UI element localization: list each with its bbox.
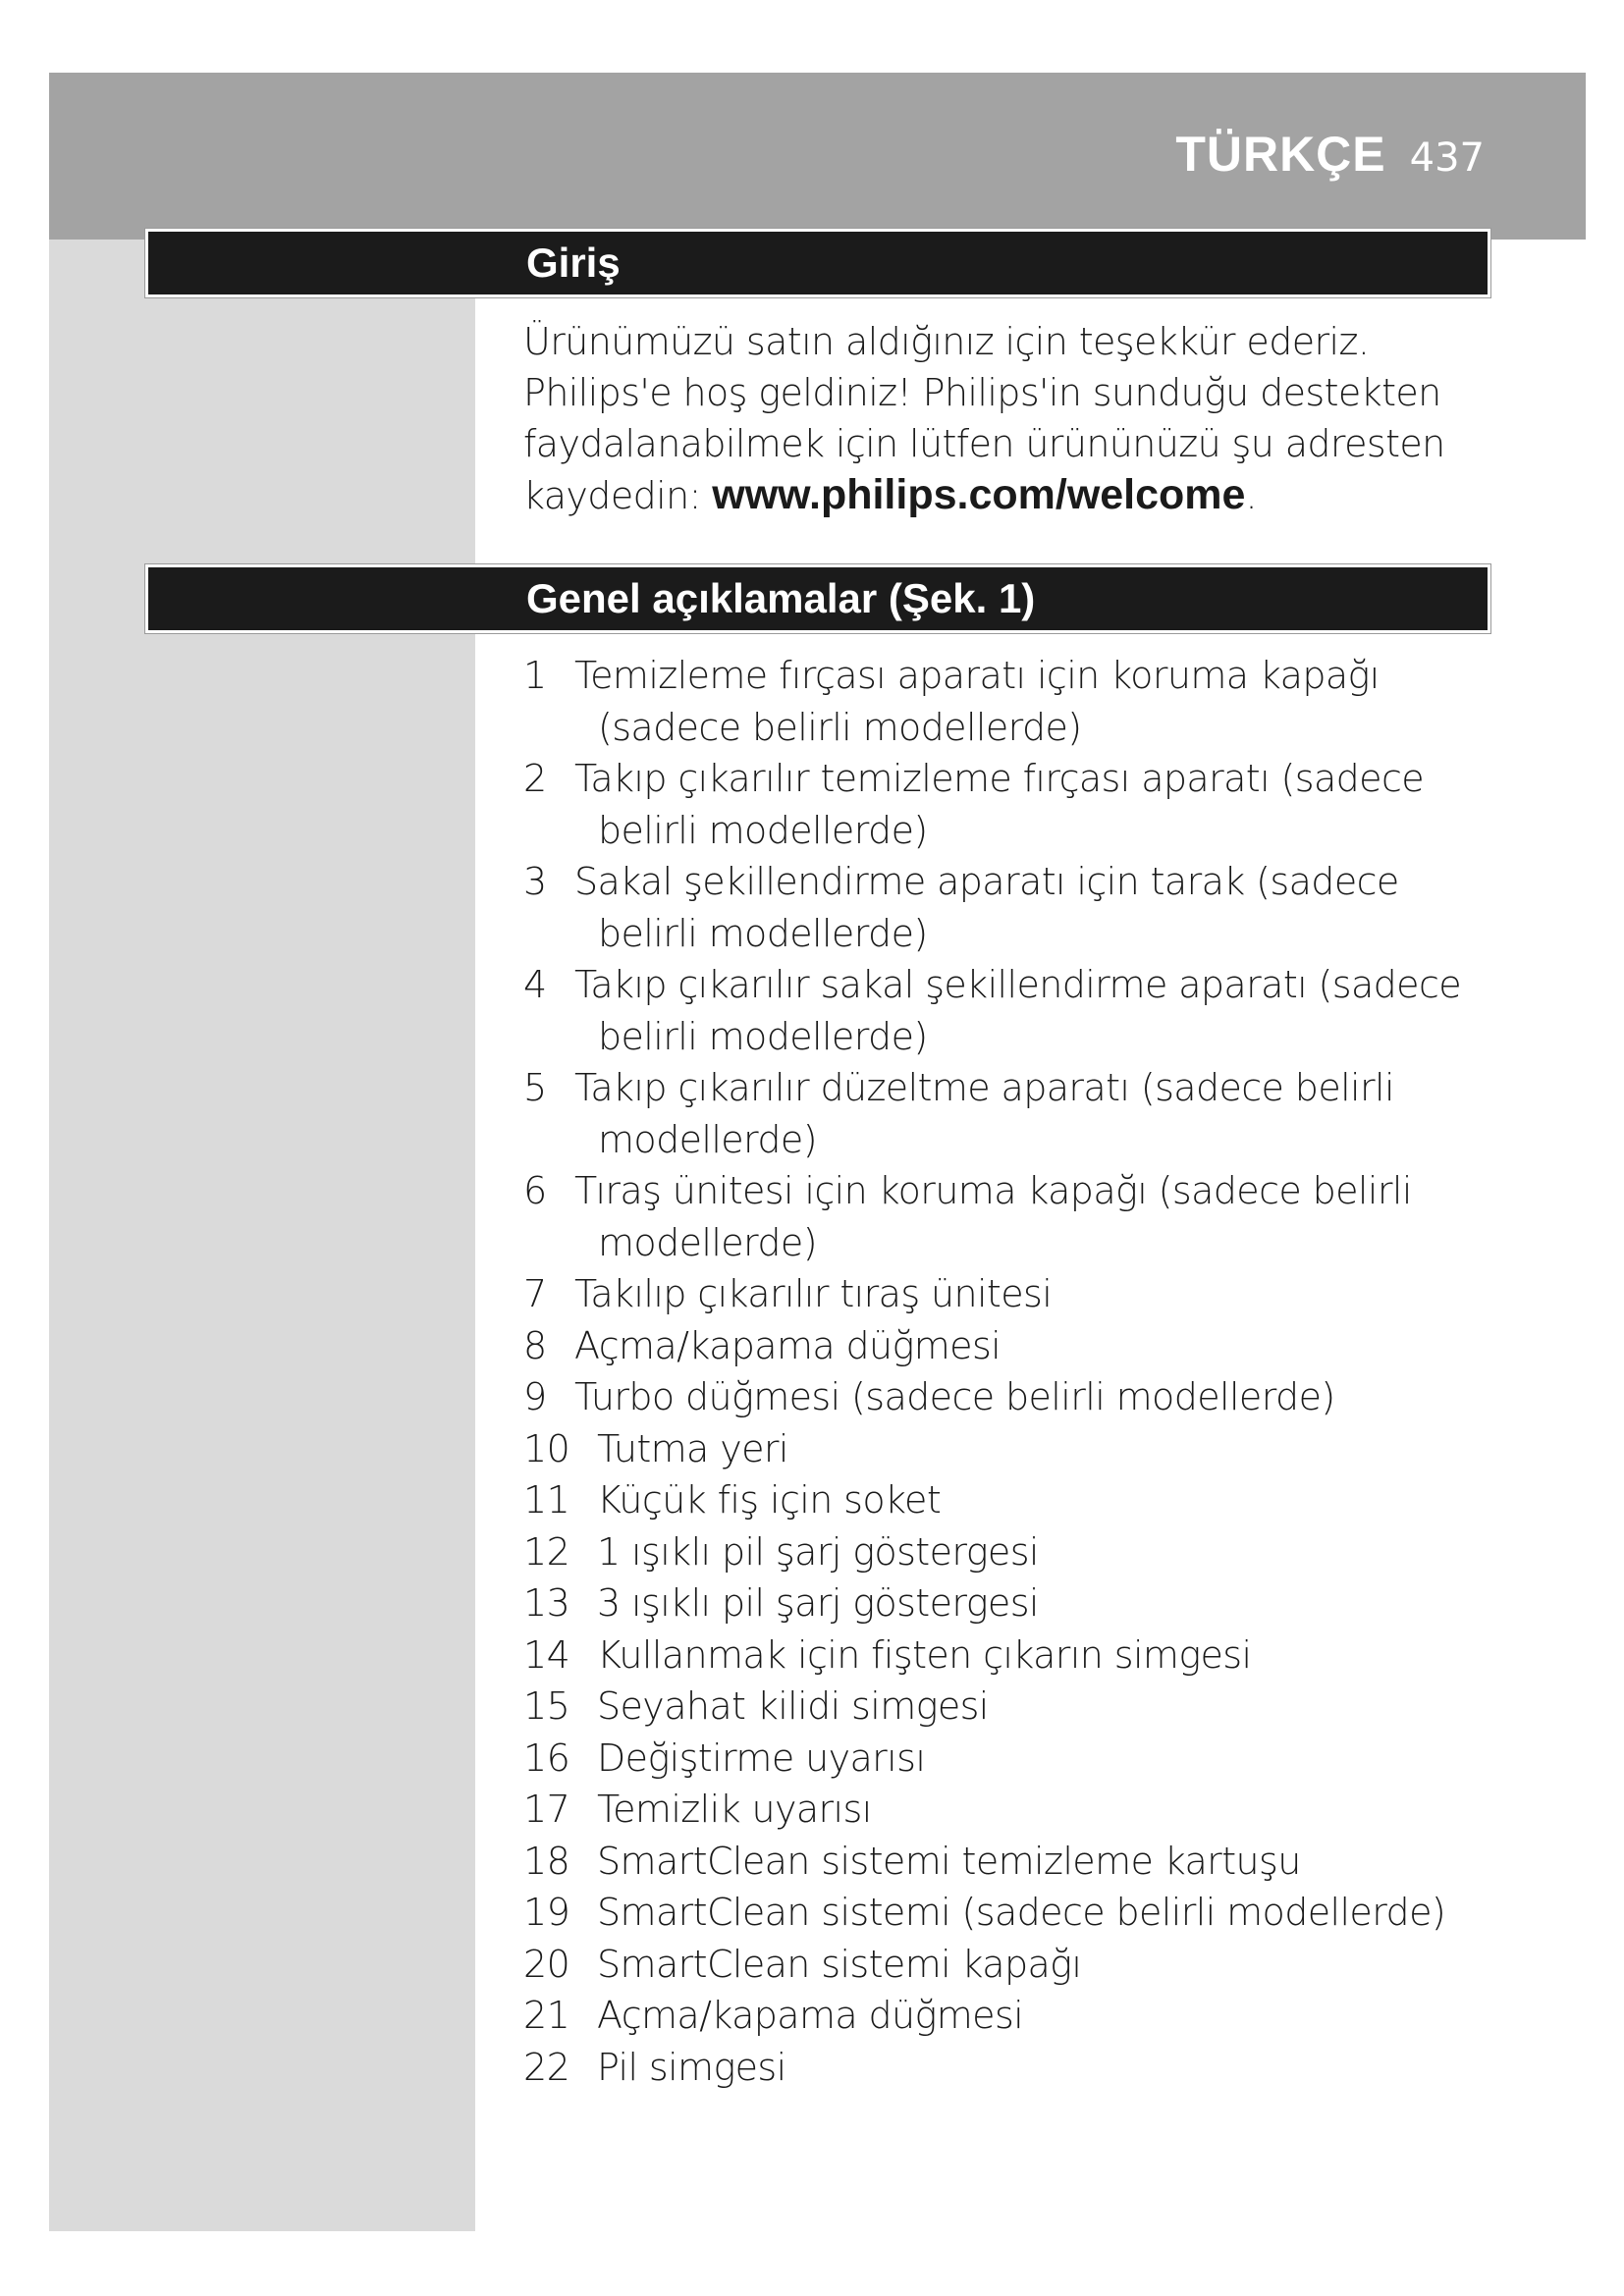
item-text (574, 1165, 1505, 1268)
item-text-line: Tıraş ünitesi için koruma kapağı (sadece belirli (574, 1169, 1412, 1212)
item-text (574, 753, 1505, 856)
item-number: 4 (523, 963, 547, 1006)
list-item (523, 753, 1505, 856)
list-item (523, 1681, 1505, 1733)
item-text (597, 1939, 1505, 1991)
item-number: 17 (523, 1788, 570, 1831)
item-number: 12 (523, 1529, 570, 1574)
section-bar-overview (145, 564, 1490, 633)
item-text-continuation: belirli modellerde) (598, 1014, 928, 1058)
item-text (574, 1268, 1505, 1320)
item-text (574, 650, 1505, 753)
item-number: 9 (523, 1375, 547, 1418)
item-text-line: Tutma yeri (597, 1426, 788, 1470)
item-text (597, 1526, 1505, 1578)
item-text-line: 3 ışıklı pil şarj göstergesi (597, 1581, 1039, 1625)
item-number: 14 (523, 1632, 570, 1677)
section-title-overview: Genel açıklamalar (Şek. 1) (526, 575, 1036, 621)
item-text-line: Küçük fiş için soket (597, 1478, 942, 1522)
language-label: TÜRKÇE (1175, 127, 1386, 182)
item-number: 11 (523, 1478, 570, 1522)
item-text-line: Açma/kapama düğmesi (597, 1994, 1024, 2037)
list-item (523, 1268, 1505, 1320)
list-item (523, 1423, 1505, 1475)
item-text-line: Seyahat kilidi simgesi (597, 1684, 989, 1728)
item-number: 16 (523, 1735, 570, 1780)
item-text-line: Takıp çıkarılır sakal şekillendirme aparatı (sadece (574, 963, 1462, 1006)
item-number: 19 (523, 1891, 570, 1934)
item-number: 21 (523, 1994, 570, 2037)
page-number: 437 (1409, 135, 1485, 181)
list-item (523, 1887, 1505, 1939)
item-text-line: SmartClean sistemi temizleme kartuşu (597, 1839, 1301, 1883)
item-text-line: Sakal şekillendirme aparatı için tarak (sadece (574, 860, 1399, 903)
section-bar-intro (145, 229, 1490, 297)
list-item (523, 1939, 1505, 1991)
item-number: 15 (523, 1684, 570, 1728)
intro-paragraph (523, 316, 1486, 521)
item-text-continuation: belirli modellerde) (598, 911, 928, 955)
parts-list (523, 650, 1505, 2093)
item-text (574, 856, 1505, 959)
list-item (523, 856, 1505, 959)
item-number: 3 (523, 860, 547, 903)
side-column (49, 240, 475, 2231)
item-text (597, 1474, 1505, 1526)
item-text-line: Pil simgesi (597, 2045, 786, 2089)
item-text (597, 1990, 1505, 2042)
list-item (523, 1577, 1505, 1629)
list-item (523, 1526, 1505, 1578)
item-text (597, 1577, 1505, 1629)
list-item (523, 1062, 1505, 1165)
list-item (523, 1990, 1505, 2042)
item-text-continuation: modellerde) (598, 1117, 817, 1161)
item-text (597, 1784, 1505, 1836)
item-number: 5 (523, 1066, 547, 1109)
item-text-line: SmartClean sistemi kapağı (597, 1942, 1082, 1986)
list-item (523, 1784, 1505, 1836)
item-text (574, 959, 1505, 1062)
section-title-intro: Giriş (526, 240, 621, 286)
list-item (523, 1836, 1505, 1888)
item-text (597, 1733, 1505, 1785)
item-number: 13 (523, 1581, 570, 1625)
list-item (523, 2042, 1505, 2094)
item-text-line: Takıp çıkarılır temizleme fırçası aparatı (sadece (574, 757, 1425, 800)
item-text-continuation: (sadece belirli modellerde) (598, 705, 1082, 749)
list-item (523, 1474, 1505, 1526)
list-item (523, 959, 1505, 1062)
item-text-continuation: belirli modellerde) (598, 808, 928, 852)
item-text (597, 2042, 1505, 2094)
item-text-line: Turbo düğmesi (sadece belirli modellerde) (574, 1375, 1335, 1418)
item-number: 8 (523, 1323, 547, 1367)
item-number: 6 (523, 1169, 547, 1212)
item-number: 2 (523, 757, 547, 800)
item-text (597, 1887, 1505, 1939)
list-item (523, 1733, 1505, 1785)
item-number: 18 (523, 1839, 570, 1883)
list-item (523, 650, 1505, 753)
list-item (523, 1320, 1505, 1372)
item-text (597, 1681, 1505, 1733)
item-text-line: Kullanmak için fişten çıkarın simgesi (597, 1632, 1252, 1677)
list-item (523, 1371, 1505, 1423)
item-text-line: SmartClean sistemi (sadece belirli modellerde) (597, 1891, 1446, 1934)
item-text-line: Temizleme fırçası aparatı için koruma kapağı (574, 654, 1380, 697)
item-text (574, 1320, 1505, 1372)
item-text (574, 1062, 1505, 1165)
list-item (523, 1629, 1505, 1682)
item-text (597, 1629, 1505, 1682)
item-text-line: 1 ışıklı pil şarj göstergesi (597, 1529, 1039, 1574)
item-number: 10 (523, 1426, 570, 1470)
item-number: 1 (523, 654, 547, 697)
list-item (523, 1165, 1505, 1268)
welcome-url[interactable]: www.philips.com/welcome (712, 471, 1246, 518)
item-number: 7 (523, 1272, 547, 1315)
item-text-continuation: modellerde) (598, 1220, 817, 1264)
item-text-line: Takılıp çıkarılır tıraş ünitesi (574, 1272, 1053, 1315)
item-text (597, 1423, 1505, 1475)
page-header (1175, 126, 1485, 194)
item-text (574, 1371, 1505, 1423)
item-text (597, 1836, 1505, 1888)
item-number: 20 (523, 1942, 570, 1986)
intro-text-end: . (1245, 474, 1257, 517)
item-text-line: Takıp çıkarılır düzeltme aparatı (sadece belirli (574, 1066, 1394, 1109)
item-text-line: Açma/kapama düğmesi (574, 1323, 1001, 1367)
intro-text: Ürünümüzü satın aldığınız için teşekkür ederiz. Philips'e hoş geldiniz! Philips'in sunduğu destekten faydalanabilmek için lütfen ürününüzü şu adresten kaydedin: (523, 320, 1445, 517)
item-text-line: Temizlik uyarısı (597, 1788, 872, 1831)
item-number: 22 (523, 2045, 570, 2089)
item-text-line: Değiştirme uyarısı (597, 1735, 926, 1780)
